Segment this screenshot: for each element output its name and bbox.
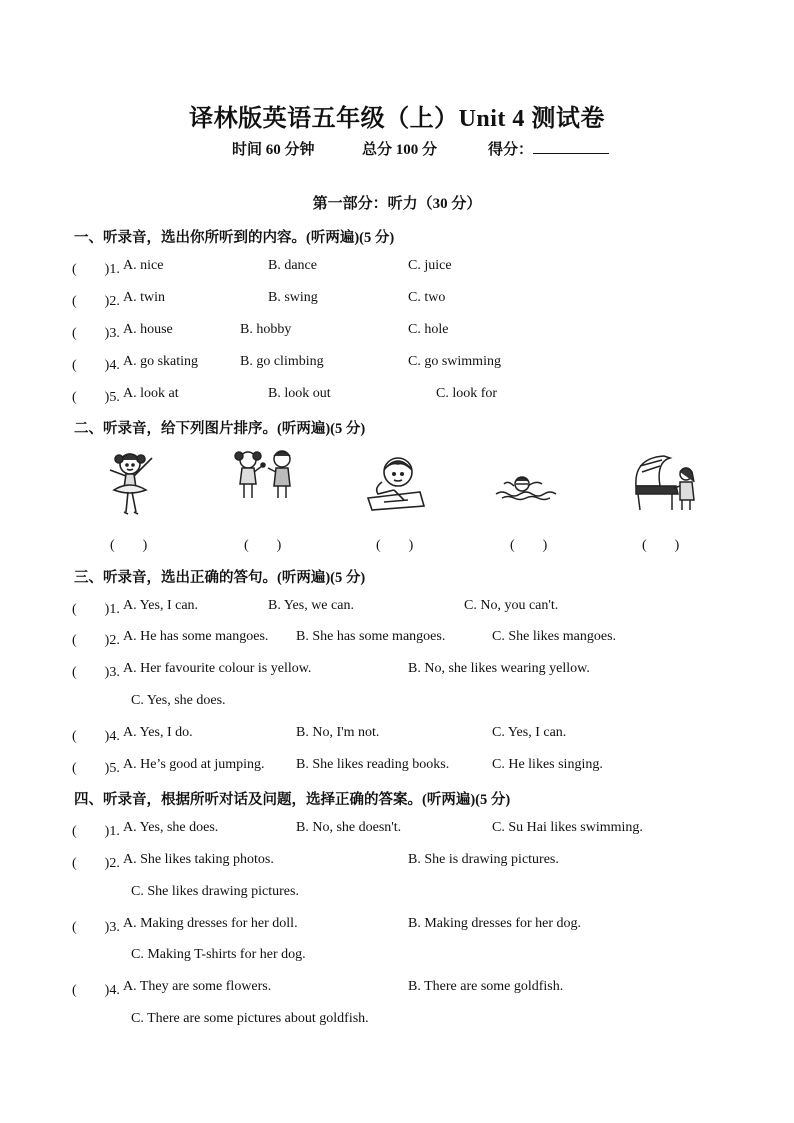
answer-paren[interactable]: ( )2. [72,633,120,648]
option-c: C. No, you can't. [464,598,559,613]
girl-playing-piano-icon [630,452,702,514]
option-b: B. swing [268,290,318,305]
answer-paren[interactable]: ( )1. [72,824,120,839]
answer-paren[interactable]: ( )3. [72,920,120,935]
section-1-heading: 一、听录音，选出你所听到的内容。(听两遍)(5 分) [74,230,395,246]
option-a: A. look at [123,386,179,401]
answer-paren[interactable]: ( )2. [72,856,120,871]
picture-order-paren[interactable]: ( ) [110,538,148,553]
score-field[interactable] [488,138,609,159]
option-b: B. She has some mangoes. [296,629,446,644]
option-a: A. He’s good at jumping. [123,757,265,772]
option-c: C. hole [408,322,449,337]
option-b: B. Making dresses for her dog. [408,916,582,931]
option-b: B. She likes reading books. [296,757,450,772]
section-2-heading: 二、听录音，给下列图片排序。(听两遍)(5 分) [74,421,366,437]
option-b: B. No, I'm not. [296,725,380,740]
option-c: C. She likes drawing pictures. [131,884,299,899]
picture-order-paren[interactable]: ( ) [376,538,414,553]
picture-order-paren[interactable]: ( ) [642,538,680,553]
option-b: B. There are some goldfish. [408,979,564,994]
picture-order-paren[interactable]: ( ) [244,538,282,553]
answer-paren[interactable]: ( )4. [72,358,120,373]
answer-paren[interactable]: ( )3. [72,665,120,680]
option-a: A. She likes taking photos. [123,852,274,867]
option-c: C. go swimming [408,354,501,369]
picture-order-paren[interactable]: ( ) [510,538,548,553]
page-title: 译林版英语五年级（上）Unit 4 测试卷 [189,106,605,132]
option-b: B. She is drawing pictures. [408,852,559,867]
option-b: B. look out [268,386,331,401]
option-a: A. twin [123,290,165,305]
option-a: A. nice [123,258,164,273]
option-a: A. They are some flowers. [123,979,272,994]
option-c: C. He likes singing. [492,757,603,772]
option-c: C. She likes mangoes. [492,629,617,644]
exam-total: 总分 100 分 [362,142,438,158]
option-c: C. Su Hai likes swimming. [492,820,643,835]
exam-time: 时间 60 分钟 [232,142,315,158]
boy-drawing-icon [364,452,428,512]
option-b: B. Yes, we can. [268,598,354,613]
answer-paren[interactable]: ( )3. [72,326,120,341]
option-b: B. go climbing [240,354,324,369]
option-c: C. Making T-shirts for her dog. [131,947,306,962]
answer-paren[interactable]: ( )4. [72,983,120,998]
answer-paren[interactable]: ( )5. [72,761,120,776]
answer-paren[interactable]: ( )2. [72,294,120,309]
option-c: C. Yes, she does. [131,693,226,708]
part-title: 第一部分：听力（30 分） [312,196,482,212]
option-a: A. Her favourite colour is yellow. [123,661,312,676]
option-a: A. house [123,322,173,337]
option-a: A. He has some mangoes. [123,629,269,644]
option-b: B. No, she likes wearing yellow. [408,661,590,676]
score-blank[interactable] [533,139,609,154]
children-singing-icon [226,448,302,500]
option-c: C. There are some pictures about goldfish. [131,1011,369,1026]
option-a: A. Yes, she does. [123,820,219,835]
option-c: C. look for [436,386,498,401]
score-label: 得分： [488,142,534,158]
option-c: C. Yes, I can. [492,725,567,740]
answer-paren[interactable]: ( )1. [72,602,120,617]
option-a: A. go skating [123,354,199,369]
option-b: B. No, she doesn't. [296,820,402,835]
answer-paren[interactable]: ( )5. [72,390,120,405]
option-b: B. dance [268,258,317,273]
option-b: B. hobby [240,322,292,337]
option-a: A. Yes, I do. [123,725,193,740]
option-a: A. Yes, I can. [123,598,199,613]
section-3-heading: 三、听录音，选出正确的答句。(听两遍)(5 分) [74,570,366,586]
answer-paren[interactable]: ( )4. [72,729,120,744]
ballet-girl-icon [100,446,164,518]
option-c: C. juice [408,258,452,273]
section-4-heading: 四、听录音，根据所听对话及问题，选择正确的答案。(听两遍)(5 分) [74,792,511,808]
option-c: C. two [408,290,446,305]
option-a: A. Making dresses for her doll. [123,916,298,931]
swimmer-icon [494,470,562,504]
answer-paren[interactable]: ( )1. [72,262,120,277]
